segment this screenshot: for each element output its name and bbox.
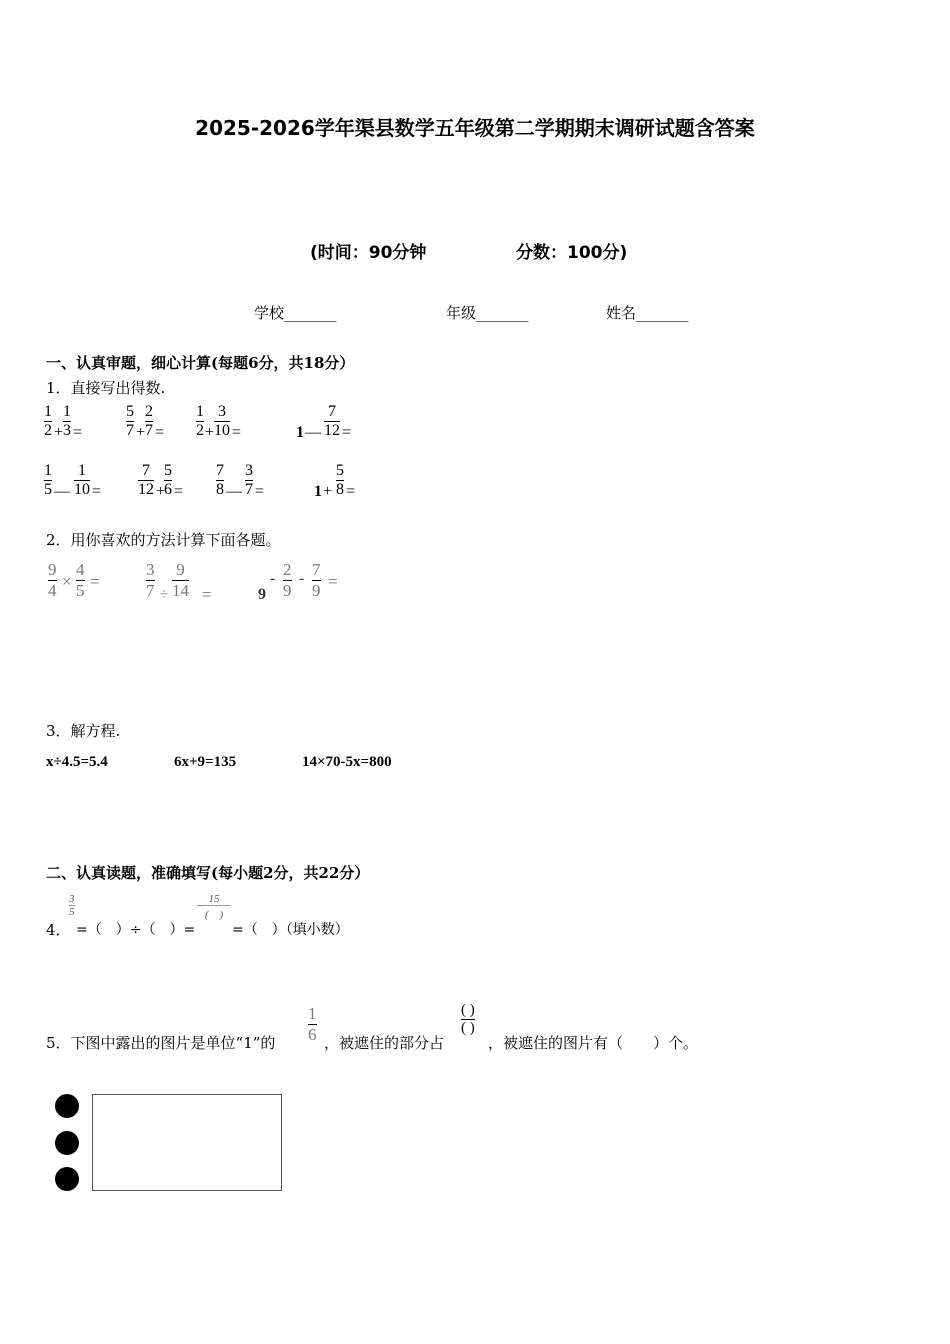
times-sign: × — [62, 572, 72, 591]
fraction: $\frac{3}{7}$ — [146, 560, 155, 600]
fraction: $\frac{9}{14}$ — [172, 560, 189, 600]
equals-sign: = — [342, 424, 352, 441]
fraction: $\frac{2}{7}$ — [145, 403, 153, 439]
fraction: $\frac{3}{5}$ — [69, 893, 75, 918]
number-nine: 9 — [258, 586, 266, 603]
fraction: $\frac{3}{10}$ — [214, 403, 230, 439]
fraction: $\frac{7}{12}$ — [324, 403, 340, 439]
fraction: $\frac{7}{12}$ — [138, 462, 154, 498]
equals-sign: = — [174, 483, 184, 500]
fraction: $\frac{4}{5}$ — [76, 560, 85, 600]
question-3: 3．解方程. — [46, 722, 121, 740]
equals-sign: = — [92, 483, 102, 500]
fraction: $\frac{5}{6}$ — [164, 462, 172, 498]
fraction: 15 ( ) — [197, 893, 231, 922]
equals-sign: = — [73, 424, 83, 441]
equals-sign: = — [202, 585, 212, 604]
minus-sign: — — [54, 483, 70, 500]
exam-time: (时间：90分钟 — [310, 243, 427, 263]
plus-sign: + — [54, 424, 64, 441]
equals-sign: = — [328, 572, 338, 591]
equation-3: 14×70-5x=800 — [302, 754, 392, 770]
minus-sign: - — [270, 570, 276, 587]
equals-sign: = — [346, 483, 356, 500]
name-field: 姓名_______ — [606, 304, 689, 322]
question-4-label: 4． — [46, 921, 71, 939]
page-title: 2025-2026学年渠县数学五年级第二学期期末调研试题含答案 — [195, 116, 755, 140]
fraction: ( ) ( ) — [461, 1002, 475, 1036]
school-field: 学校_______ — [254, 304, 337, 322]
question-4-text: =（ ）÷（ ）= — [76, 922, 196, 938]
equals-sign: = — [90, 572, 100, 591]
fraction: $\frac{7}{9}$ — [312, 560, 321, 600]
section1-heading: 一、认真审题，细心计算(每题6分，共18分） — [46, 354, 355, 372]
grade-field: 年级_______ — [446, 304, 529, 322]
exam-score: 分数：100分) — [516, 243, 628, 263]
plus-sign: + — [136, 424, 146, 441]
fraction: $\frac{7}{8}$ — [216, 462, 224, 498]
number-one: 1 — [296, 424, 304, 441]
equals-sign: = — [255, 483, 265, 500]
minus-sign: — — [305, 424, 321, 441]
circle-dot — [55, 1131, 79, 1155]
minus-sign: - — [299, 570, 305, 587]
cover-box — [92, 1094, 282, 1191]
plus-sign: + — [205, 424, 215, 441]
plus-sign: + — [156, 483, 166, 500]
circle-dot — [55, 1167, 79, 1191]
plus-sign: + — [323, 483, 333, 500]
fraction: $\frac{1}{5}$ — [44, 462, 52, 498]
equation-2: 6x+9=135 — [174, 754, 237, 770]
fraction: $\frac{2}{9}$ — [283, 560, 292, 600]
question-5-label: 5．下图中露出的图片是单位“1”的 — [46, 1034, 276, 1052]
equation-1: x÷4.5=5.4 — [46, 754, 108, 770]
fraction: $\frac{5}{7}$ — [126, 403, 134, 439]
fraction: $\frac{1}{2}$ — [196, 403, 204, 439]
fraction: $\frac{1}{3}$ — [63, 403, 71, 439]
fraction: $\frac{9}{4}$ — [48, 560, 57, 600]
equals-sign: = — [232, 424, 242, 441]
question-5-tail: ，被遮住的图片有（ ）个。 — [488, 1034, 699, 1052]
question-2: 2．用你喜欢的方法计算下面各题。 — [46, 531, 281, 549]
fraction: $\frac{1}{2}$ — [44, 403, 52, 439]
equals-sign: = — [155, 424, 165, 441]
number-one: 1 — [314, 483, 322, 500]
question-5-mid: ，被遮住的部分占 — [324, 1034, 445, 1052]
minus-sign: — — [226, 483, 242, 500]
question-4-tail: =（ ）（填小数） — [232, 922, 349, 938]
fraction: $\frac{3}{7}$ — [245, 462, 253, 498]
circle-dot — [55, 1094, 79, 1118]
section2-heading: 二、认真读题，准确填写(每小题2分，共22分） — [46, 864, 370, 882]
divide-sign: ÷ — [160, 587, 169, 603]
fraction: $\frac{5}{8}$ — [336, 462, 344, 498]
fraction: $\frac{1}{10}$ — [74, 462, 90, 498]
question-1: 1．直接写出得数. — [46, 379, 166, 397]
fraction: $\frac{1}{6}$ — [308, 1004, 317, 1044]
